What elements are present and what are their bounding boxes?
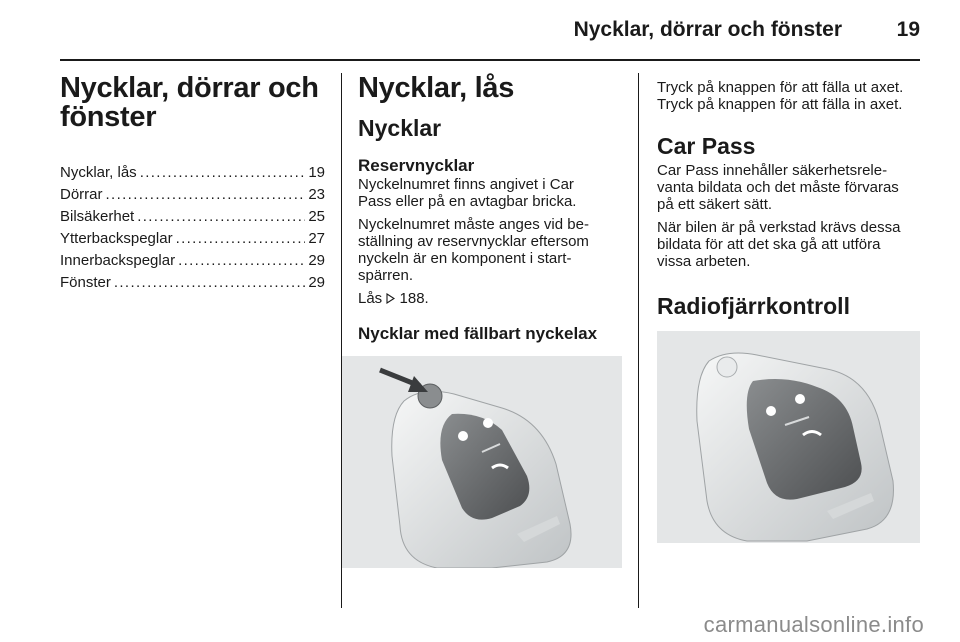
header-rule <box>60 59 920 61</box>
paragraph: När bilen är på verkstad krävs dessa bildata för att det ska gå att utföra vissa arbeten. <box>657 219 901 270</box>
toc-entry[interactable]: Dörrar . . . 23 <box>60 184 325 206</box>
folding-key-illustration <box>342 356 622 568</box>
subsection-title-radiofjarrkontroll: Radiofjärrkontroll <box>657 293 850 319</box>
page-number: 19 <box>896 18 920 41</box>
toc-entry[interactable]: Bilsäkerhet . . . 25 <box>60 206 325 228</box>
paragraph: Nyckelnumret måste anges vid be- ställning av reservnycklar eftersom nyckeln är en komponent i start- spärren. <box>358 216 589 284</box>
toc-entry[interactable]: Fönster . . . 29 <box>60 272 325 294</box>
column-divider-2 <box>638 73 639 608</box>
subheading-fallbart-nyckelax: Nycklar med fällbart nyckelax <box>358 324 598 343</box>
running-header-title: Nycklar, dörrar och fönster <box>573 18 842 41</box>
subsection-title-car-pass: Car Pass <box>657 133 756 159</box>
column-2 <box>358 74 623 344</box>
toc-entry[interactable]: Ytterbackspeglar . . . 27 <box>60 228 325 250</box>
remote-control-illustration <box>657 331 920 543</box>
chapter-title: Nycklar, dörrar och fönster <box>60 72 319 133</box>
reference-arrow-icon <box>386 293 395 304</box>
watermark: carmanualsonline.info <box>703 612 924 637</box>
column-3 <box>657 74 922 319</box>
cross-reference[interactable]: Lås 188. <box>358 290 429 307</box>
subheading-reservnycklar: Reservnycklar <box>358 156 475 175</box>
column-1 <box>60 74 325 294</box>
paragraph: Nyckelnumret finns angivet i Car Pass eller på en avtagbar bricka. <box>358 176 577 210</box>
remote-key-icon <box>657 331 920 543</box>
subsection-title: Nycklar <box>358 115 442 141</box>
toc-entry[interactable]: Nycklar, lås . . . 19 <box>60 162 325 184</box>
paragraph: Car Pass innehåller säkerhetsrele- vanta bildata och det måste förvaras på ett säkert sätt. <box>657 162 899 213</box>
table-of-contents <box>60 162 325 294</box>
section-title: Nycklar, lås <box>358 72 515 104</box>
toc-entry[interactable]: Innerbackspeglar . . . 29 <box>60 250 325 272</box>
paragraph: Tryck på knappen för att fälla ut axet. Tryck på knappen för att fälla in axet. <box>657 79 904 113</box>
folding-key-icon <box>342 356 622 568</box>
